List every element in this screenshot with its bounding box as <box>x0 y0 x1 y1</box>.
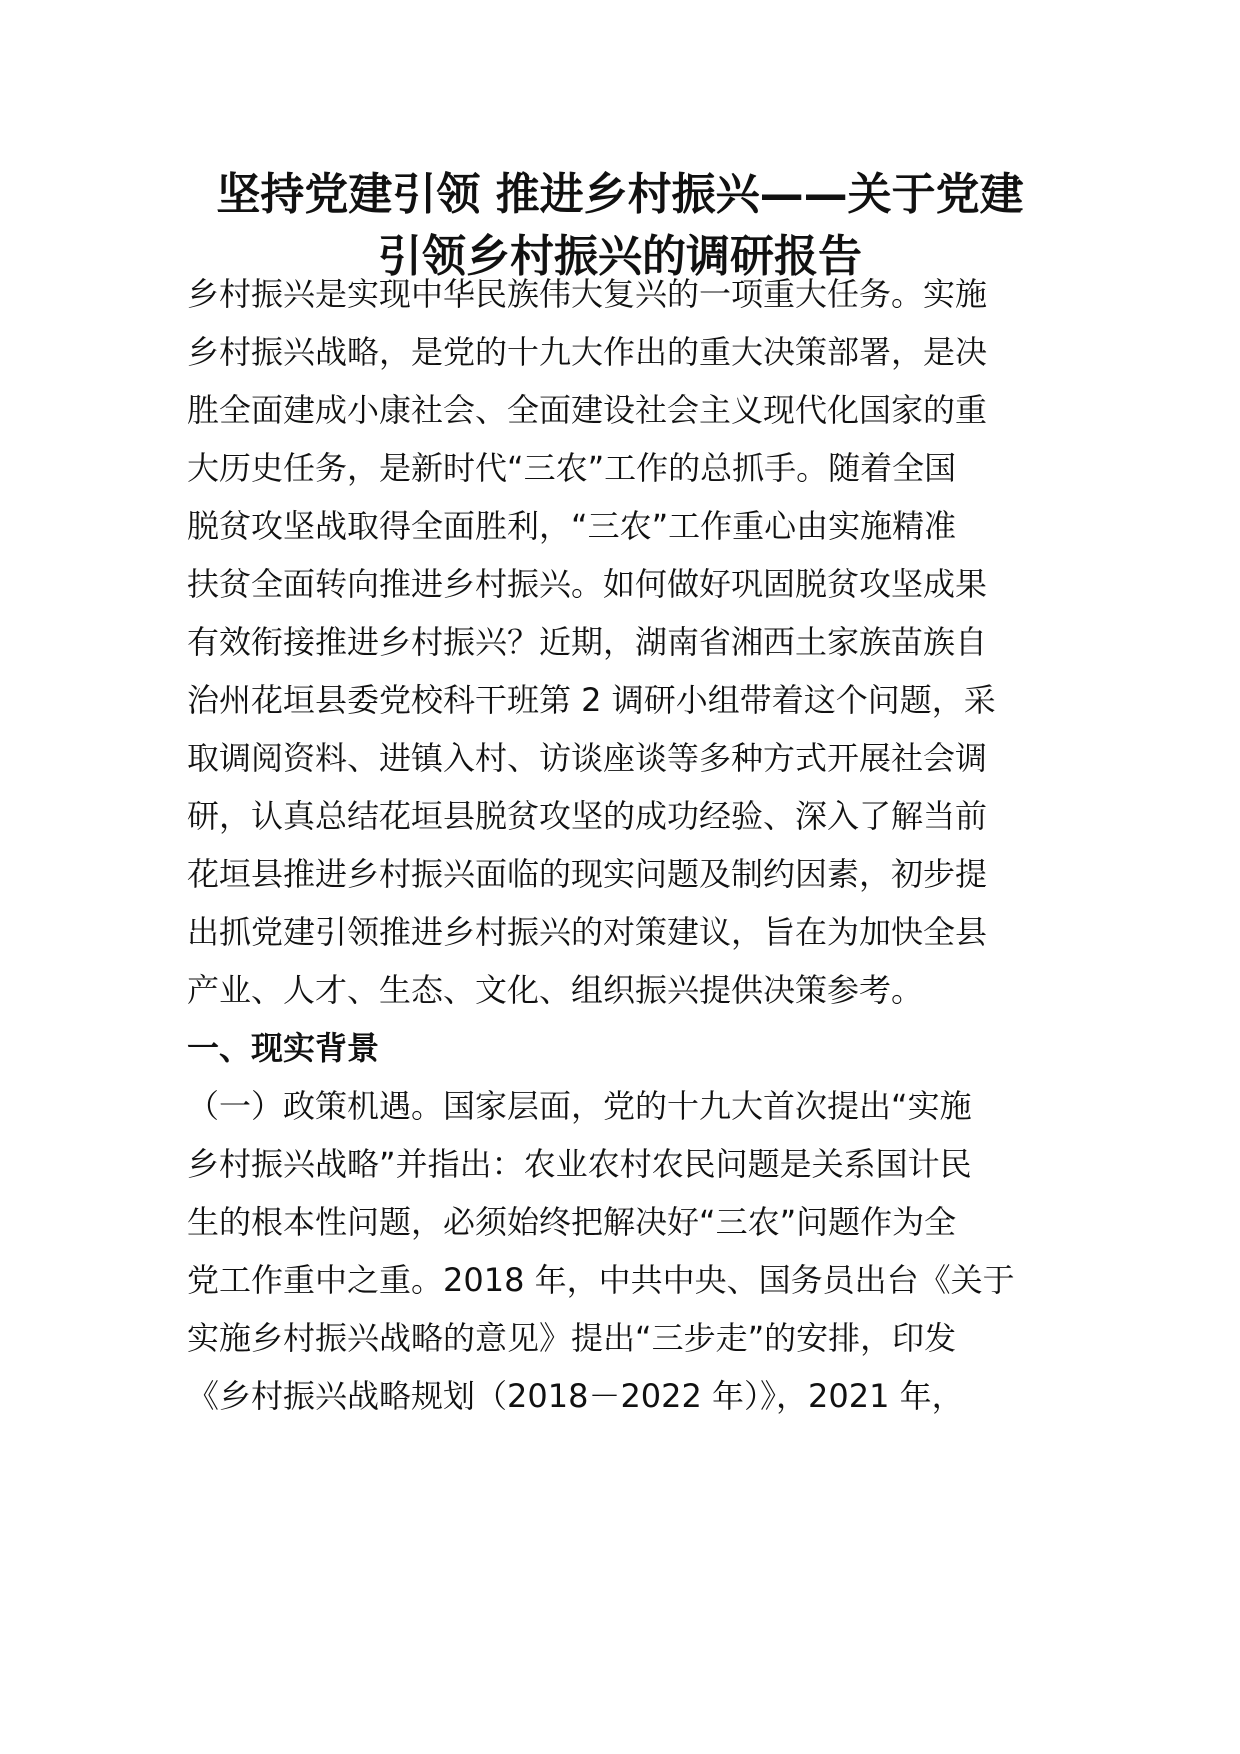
text-line: 乡村振兴是实现中华民族伟大复兴的一项重大任务。实施 <box>187 275 988 313</box>
document-title <box>150 164 1090 288</box>
title-line: 坚持党建引领 推进乡村振兴——关于党建 <box>216 169 1024 220</box>
text-line: 扶贫全面转向推进乡村振兴。如何做好巩固脱贫攻坚成果 <box>187 565 988 603</box>
text-line: 乡村振兴战略，是党的十九大作出的重大决策部署，是决 <box>187 333 988 371</box>
text-line: 生的根本性问题，必须始终把解决好“三农”问题作为全 <box>187 1203 957 1241</box>
section-heading: 一、现实背景 <box>187 1029 380 1067</box>
text-line: 《乡村振兴战略规划（2018－2022 年）》，2021 年， <box>187 1377 964 1415</box>
text-line: 治州花垣县委党校科干班第 2 调研小组带着这个问题，采 <box>187 681 996 719</box>
text-line: 党工作重中之重。2018 年，中共中央、国务员出台《关于 <box>187 1261 1015 1299</box>
text-line: 取调阅资料、进镇入村、访谈座谈等多种方式开展社会调 <box>187 739 988 777</box>
text-line: 花垣县推进乡村振兴面临的现实问题及制约因素，初步提 <box>187 855 988 893</box>
text-line: 产业、人才、生态、文化、组织振兴提供决策参考。 <box>187 971 924 1009</box>
title-line: 引领乡村振兴的调研报告 <box>378 231 862 282</box>
text-line: 大历史任务，是新时代“三农”工作的总抓手。随着全国 <box>187 449 957 487</box>
text-line: （一）政策机遇。国家层面，党的十九大首次提出“实施 <box>187 1087 972 1125</box>
text-line: 乡村振兴战略”并指出：农业农村农民问题是关系国计民 <box>187 1145 972 1183</box>
text-line: 研，认真总结花垣县脱贫攻坚的成功经验、深入了解当前 <box>187 797 988 835</box>
text-line: 有效衔接推进乡村振兴？近期，湖南省湘西土家族苗族自 <box>187 623 988 661</box>
text-line: 胜全面建成小康社会、全面建设社会主义现代化国家的重 <box>187 391 988 429</box>
text-line: 脱贫攻坚战取得全面胜利，“三农”工作重心由实施精准 <box>187 507 957 545</box>
text-line: 出抓党建引领推进乡村振兴的对策建议，旨在为加快全县 <box>187 913 988 951</box>
text-line: 实施乡村振兴战略的意见》提出“三步走”的安排，印发 <box>187 1319 957 1357</box>
